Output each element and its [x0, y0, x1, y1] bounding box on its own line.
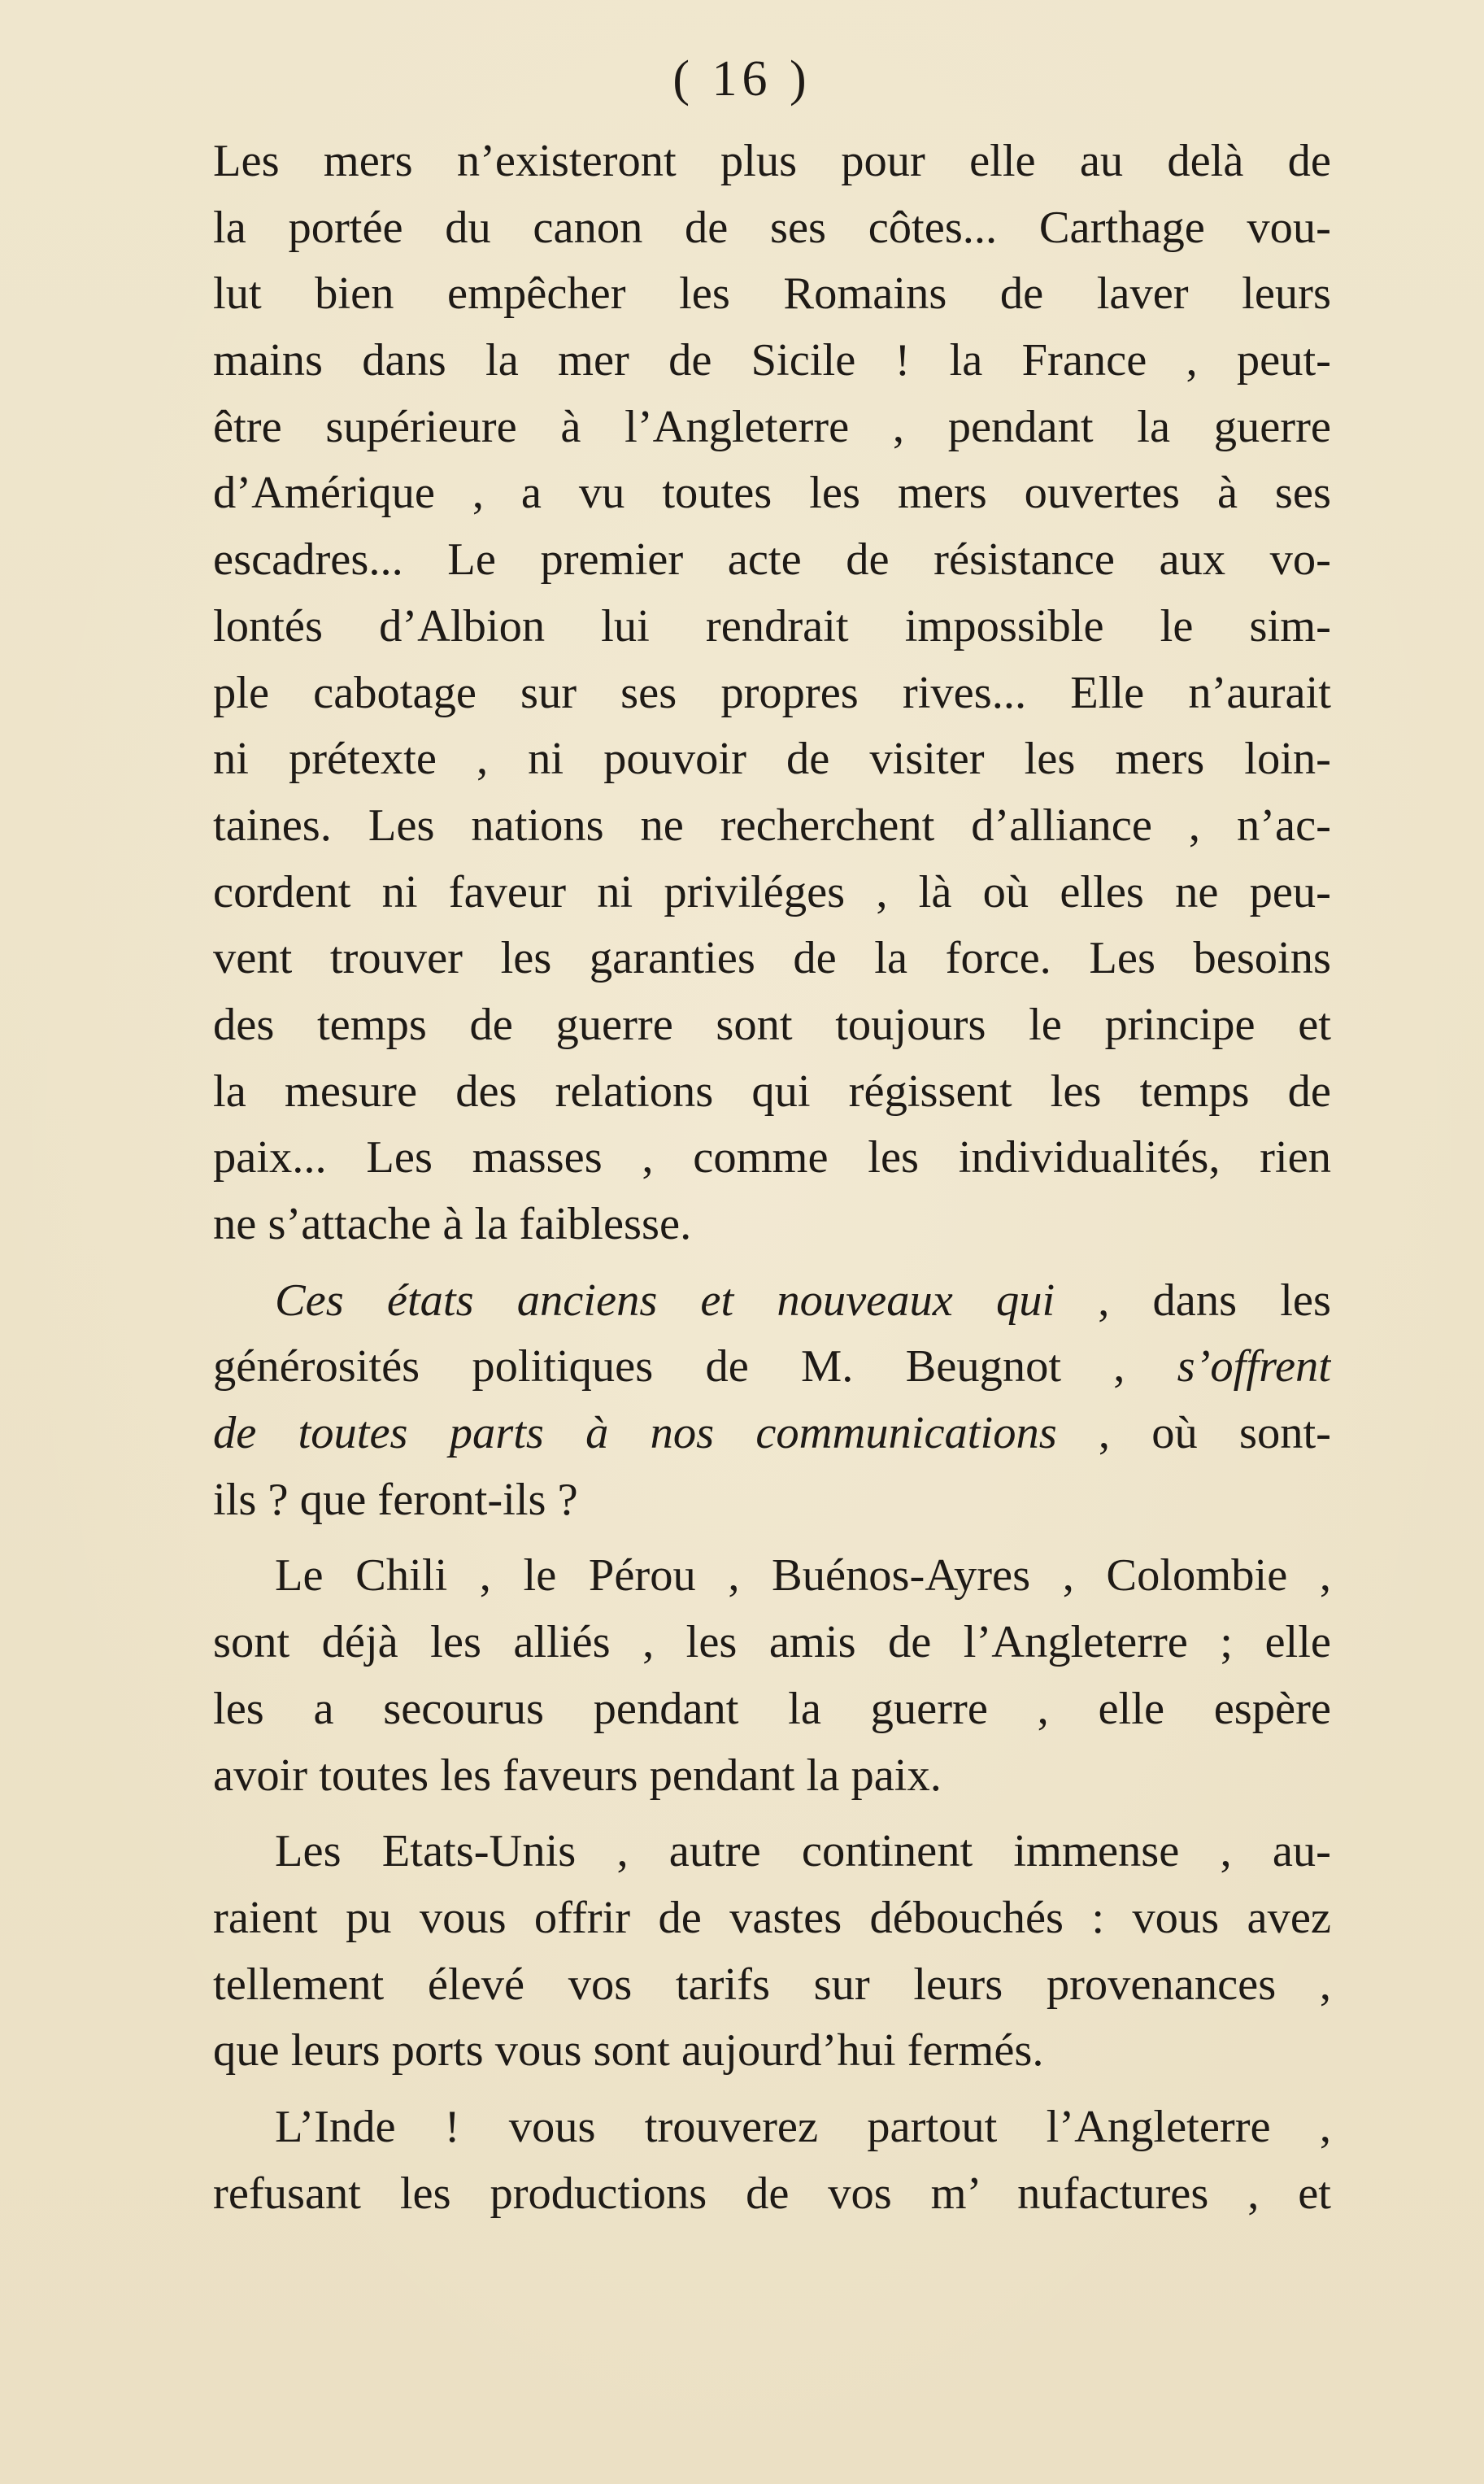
text-line: ni prétexte , ni pouvoir de visiter les mers loin- — [213, 734, 1331, 785]
text-line — [213, 1268, 1331, 1335]
text-line: des temps de guerre sont toujours le principe et — [213, 999, 1331, 1050]
roman-text: , où sont- — [1056, 1408, 1331, 1459]
text-line: L’Inde ! vous trouverez partout l’Angleterre , — [275, 2101, 1331, 2152]
page-number: ( 16 ) — [672, 51, 812, 107]
italic-text: s’offrent — [1177, 1341, 1331, 1392]
text-line: avoir toutes les faveurs pendant la paix. — [213, 1750, 942, 1801]
text-line — [213, 1334, 1331, 1401]
text-line: vent trouver les garanties de la force. Les besoins — [213, 933, 1331, 984]
text-line — [213, 1401, 1331, 1467]
text-line: les a secourus pendant la guerre , elle espère — [213, 1683, 1331, 1734]
text-line: Le Chili , le Pérou , Buénos-Ayres , Colombie , — [275, 1550, 1331, 1602]
paragraph-4 — [213, 1819, 1331, 2085]
text-line: être supérieure à l’Angleterre , pendant la guerre — [213, 401, 1331, 452]
paragraph-3 — [213, 1543, 1331, 1809]
text-line: Les mers n’existeront plus pour elle au delà de — [213, 136, 1331, 186]
text-line: sont déjà les alliés , les amis de l’Angleterre ; elle — [213, 1617, 1331, 1668]
text-line: escadres... Le premier acte de résistance aux vo- — [213, 534, 1331, 586]
text-line: la mesure des relations qui régissent les temps de — [213, 1066, 1331, 1117]
text-line: d’Amérique , a vu toutes les mers ouvertes à ses — [213, 468, 1331, 519]
text-line: cordent ni faveur ni priviléges , là où elles ne peu- — [213, 866, 1331, 917]
roman-text: , dans les — [1055, 1275, 1331, 1326]
paragraph-5 — [213, 2094, 1331, 2227]
italic-text: Ces états anciens et nouveaux qui — [275, 1275, 1055, 1326]
text-line: raient pu vous offrir de vastes débouchés : vous avez — [213, 1892, 1331, 1943]
text-line: refusant les productions de vos m’ nufactures , et — [213, 2168, 1331, 2219]
text-line: lontés d’Albion lui rendrait impossible le sim- — [213, 600, 1331, 652]
text-line: ils ? que feront-ils ? — [213, 1474, 578, 1525]
paragraph-1 — [213, 129, 1331, 1258]
text-line: que leurs ports vous sont aujourd’hui fermés. — [213, 2025, 1044, 2077]
text-line: Les Etats-Unis , autre continent immense , au- — [275, 1826, 1331, 1877]
text-line: lut bien empêcher les Romains de laver leurs — [213, 268, 1331, 320]
text-line: mains dans la mer de Sicile ! la France , peut- — [213, 335, 1331, 386]
roman-text: générosités politiques de M. Beugnot , — [213, 1341, 1177, 1392]
body-text — [213, 129, 1331, 2227]
text-line: ne s’attache à la faiblesse. — [213, 1199, 692, 1249]
italic-text: de toutes parts à nos communications — [213, 1408, 1057, 1459]
text-line: tellement élevé vos tarifs sur leurs provenances , — [213, 1959, 1331, 2010]
text-line: la portée du canon de ses côtes... Carthage vou- — [213, 202, 1331, 253]
text-line: ple cabotage sur ses propres rives... Elle n’aurait — [213, 667, 1331, 718]
text-line: taines. Les nations ne recherchent d’alliance , n’ac- — [213, 800, 1331, 851]
text-line: paix... Les masses , comme les individualités, rien — [213, 1132, 1331, 1183]
paragraph-2 — [213, 1268, 1331, 1534]
